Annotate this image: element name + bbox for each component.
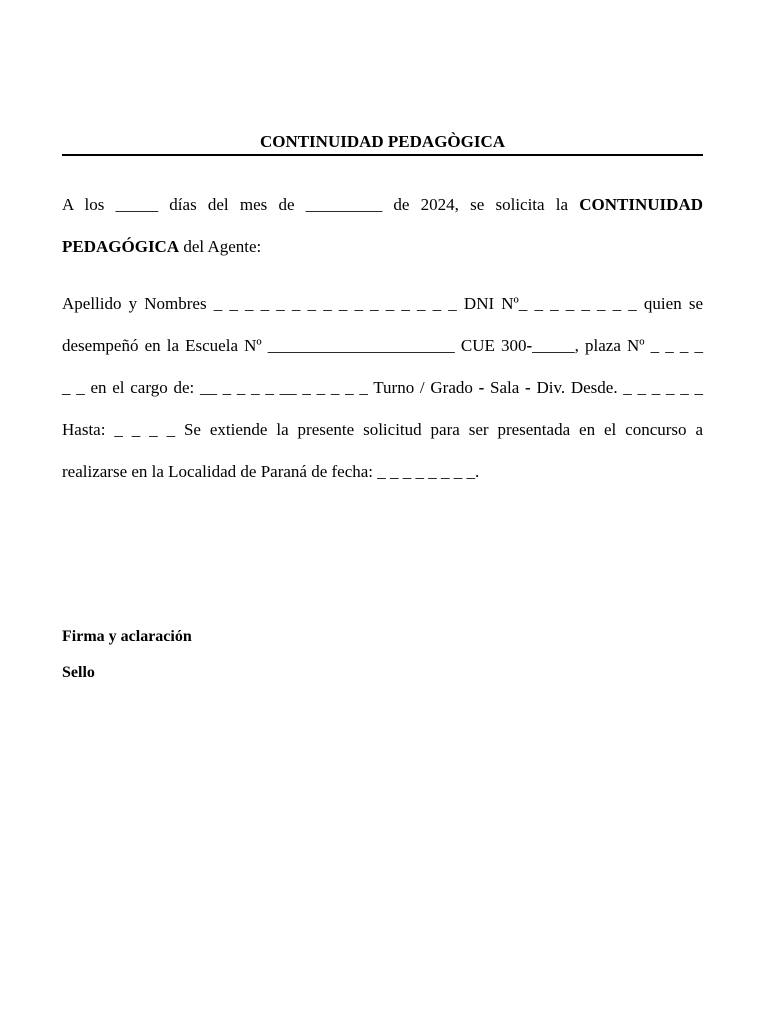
intro-text: A los _____ días del mes de _________ de 2024, se solicita la [62, 195, 580, 214]
paragraph-2-line-5: realizarse en la Localidad de Paraná de fecha: _ _ _ _ _ _ _ _. [62, 462, 480, 481]
dash-2: - [525, 378, 531, 397]
school-text: desempeñó en la Escuela Nº ______________________ CUE 300 [62, 336, 527, 355]
paragraph-2-line-2 [62, 335, 703, 357]
intro-bold-continuidad: CONTINUIDAD [579, 195, 703, 214]
intro-bold-pedagogica: PEDAGÓGICA [62, 237, 180, 256]
paragraph-2-line-4: Hasta: _ _ _ _ Se extiende la presente solicitud para ser presentada en el concurso a [62, 420, 703, 439]
intro-agent-text: del Agente: [179, 237, 262, 256]
desde-text: Div. Desde. _ _ _ _ _ _ [530, 378, 703, 397]
signature-label: Firma y aclaración [62, 628, 192, 645]
seal-label: Sello [62, 664, 95, 681]
document-title: CONTINUIDAD PEDAGÒGICA [259, 132, 506, 151]
cargo-text: _ _ en el cargo de: __ _ _ _ _ __ _ _ _ _ _ Turno / Grado [62, 378, 479, 397]
paragraph-1-line-2 [62, 236, 703, 258]
sala-text: Sala [484, 378, 526, 397]
cue-dash: - [526, 336, 533, 355]
paragraph-2-line-1: Apellido y Nombres _ _ _ _ _ _ _ _ _ _ _ _ _ _ _ _ DNI Nº_ _ _ _ _ _ _ _ quien se [62, 294, 703, 313]
dash-1: - [478, 378, 485, 397]
plaza-text: _____, plaza Nº _ _ _ _ [532, 336, 703, 355]
paragraph-1-line-1 [62, 194, 703, 216]
title-underline [62, 154, 703, 156]
paragraph-2-line-3 [62, 377, 703, 399]
